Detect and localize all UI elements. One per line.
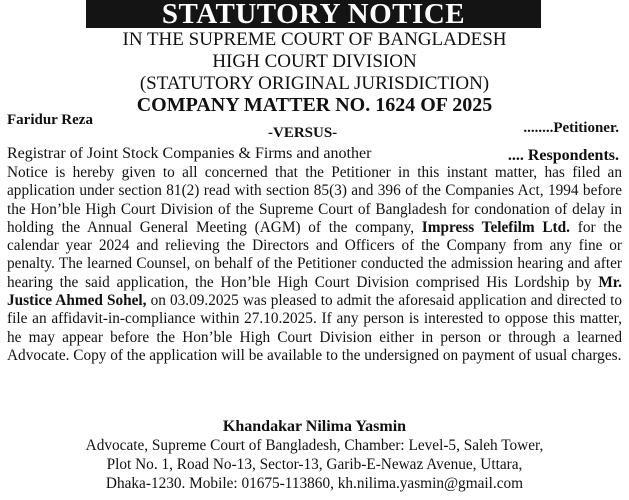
justice-name: Mr. Justice Ahmed Sohel, [7, 273, 622, 310]
respondents-name: Registrar of Joint Stock Companies & Firms and another [7, 145, 372, 162]
matter-number: COMPANY MATTER NO. 1624 OF 2025 [136, 94, 493, 116]
court-jurisdiction: (STATUTORY ORIGINAL JURISDICTION) [139, 73, 490, 94]
court-division: HIGH COURT DIVISION [212, 51, 417, 72]
court-name: IN THE SUPREME COURT OF BANGLADESH [122, 29, 507, 50]
petitioner-name: Faridur Reza [7, 112, 93, 128]
address-line-1: Advocate, Supreme Court of Bangladesh, Chamber: Level-5, Saleh Tower, [85, 437, 544, 454]
address-line-3: Dhaka-1230. Mobile: 01675-113860, kh.nilima.yasmin@gmail.com [105, 475, 524, 492]
body-text-part2: for the calendar year 2024 and relieving the Directors and Officers of the Company from any fine or penalty. The learned Counsel, on behalf of the Petitioner conducted the admission hearing and after hearing the said application, the Hon’ble High Court Division comprised His Lordship by [7, 218, 622, 291]
notice-banner: STATUTORY NOTICE [86, 0, 541, 28]
body-text-part1: Notice is hereby given to all concerned that the Petitioner in this instant matter, has filed an application under section 81(2) read with section 85(3) and 396 of the Companies Act, 1994 before the Hon’ble High Court Division of the Supreme Court of Bangladesh for condonation of delay in holding the Annual General Meeting (AGM) of the company, [7, 164, 622, 236]
respondents-role: .... Respondents. [507, 147, 619, 164]
address-line-2: Plot No. 1, Road No-13, Sector-13, Garib-E-Newaz Avenue, Uttara, [106, 456, 523, 473]
versus-label: -VERSUS- [268, 125, 338, 141]
body-text-part3: on 03.09.2025 was pleased to admit the aforesaid application and directed to file an affidavit-in-compliance within 27.10.2025. If any person is interested to oppose this matter, he may appear before the Hon’ble High Court Division either in person or through a learned Advocate. Copy of the application will be available to the undersigned on payment of usual charges. [7, 292, 622, 364]
company-name: Impress Telefilm Ltd. [421, 218, 570, 236]
petitioner-role: ........Petitioner. [523, 120, 619, 136]
notice-body [7, 164, 622, 365]
signatory-name: Khandakar Nilima Yasmin [222, 418, 407, 435]
